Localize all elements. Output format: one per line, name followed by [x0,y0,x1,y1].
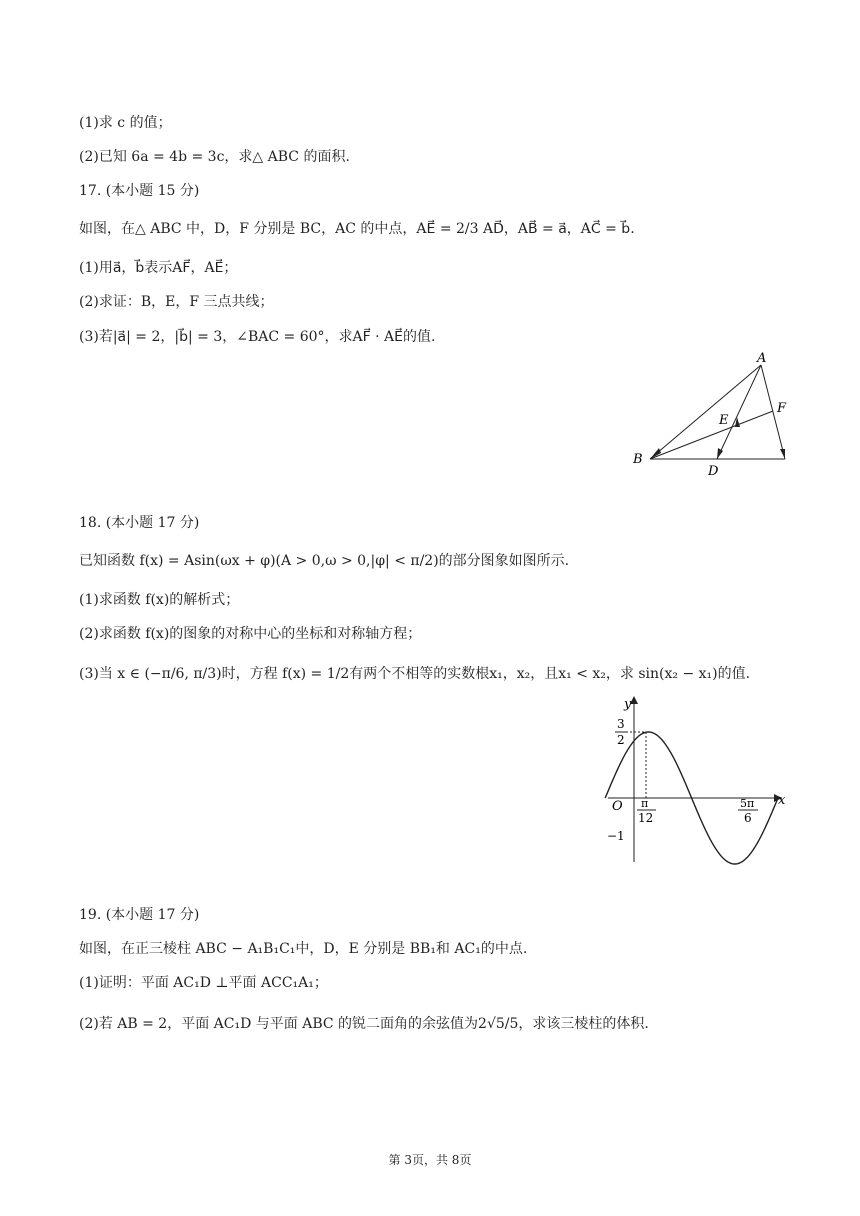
q18-part2: (2)求函数 f(x)的图象的对称中心的坐标和对称轴方程； [79,626,422,642]
max-denominator: 2 [617,733,625,747]
tick2-numerator: 5π [740,797,755,810]
label-f: F [777,401,787,416]
q19-part2: (2)若 AB = 2，平面 AC₁D 与平面 ABC 的锐二面角的余弦值为2√5/5，求该三棱柱的体积. [79,1016,649,1032]
q17-triangle-figure [625,345,800,480]
q17-header: 17. (本小题 15 分) [79,183,200,199]
q17-part2: (2)求证：B，E，F 三点共线； [79,294,274,310]
x-label: x [778,793,786,808]
arrowhead-d [717,448,723,459]
max-numerator: 3 [617,717,625,731]
q18-stem: 已知函数 f(x) = Asin(ωx + φ)(A > 0,ω > 0,|φ| < π/2)的部分图象如图所示. [79,553,570,569]
q19-stem: 如图，在正三棱柱 ABC − A₁B₁C₁中，D，E 分别是 BB₁和 AC₁的中点. [79,941,528,957]
tick1-numerator: π [641,797,649,810]
q18-sine-graph [590,690,795,870]
q18-header: 18. (本小题 17 分) [79,515,200,531]
label-a: A [757,351,767,366]
y-label: y [624,697,632,712]
page-footer: 第 3页，共 8页 [388,1153,472,1167]
label-b: B [633,452,643,467]
q17-part3: (3)若|a⃗| = 2，|b⃗| = 3，∠BAC = 60°，求AF⃗ · AE⃗的值. [79,329,436,345]
tick1-denominator: 12 [638,811,654,825]
q17-stem: 如图，在△ ABC 中，D，F 分别是 BC，AC 的中点，AE⃗ = 2/3 AD⃗，AB⃗ = a⃗，AC⃗ = b⃗. [79,221,635,237]
q19-part1: (1)证明：平面 AC₁D ⊥平面 ACC₁A₁； [79,975,328,991]
segment-ad [717,365,761,459]
origin-label: O [612,799,623,814]
q18-part1: (1)求函数 f(x)的解析式； [79,592,240,608]
q17-part1: (1)用a⃗，b⃗表示AF⃗，AE⃗； [79,260,238,276]
label-e: E [719,413,729,428]
label-d: D [708,464,719,479]
q18-part3: (3)当 x ∈ (−π/6, π/3)时，方程 f(x) = 1/2有两个不相等的实数根x₁，x₂，且x₁ < x₂，求 sin(x₂ − x₁)的值. [79,666,751,682]
segment-bf [650,411,773,459]
min-label: −1 [607,829,625,843]
arrowhead-c [780,449,785,459]
tick2-denominator: 6 [744,811,752,825]
q16-part1: (1)求 c 的值； [79,115,172,131]
q16-part2: (2)已知 6a = 4b = 3c，求△ ABC 的面积. [79,149,350,165]
q19-header: 19. (本小题 17 分) [79,907,200,923]
segment-ab [650,365,761,459]
